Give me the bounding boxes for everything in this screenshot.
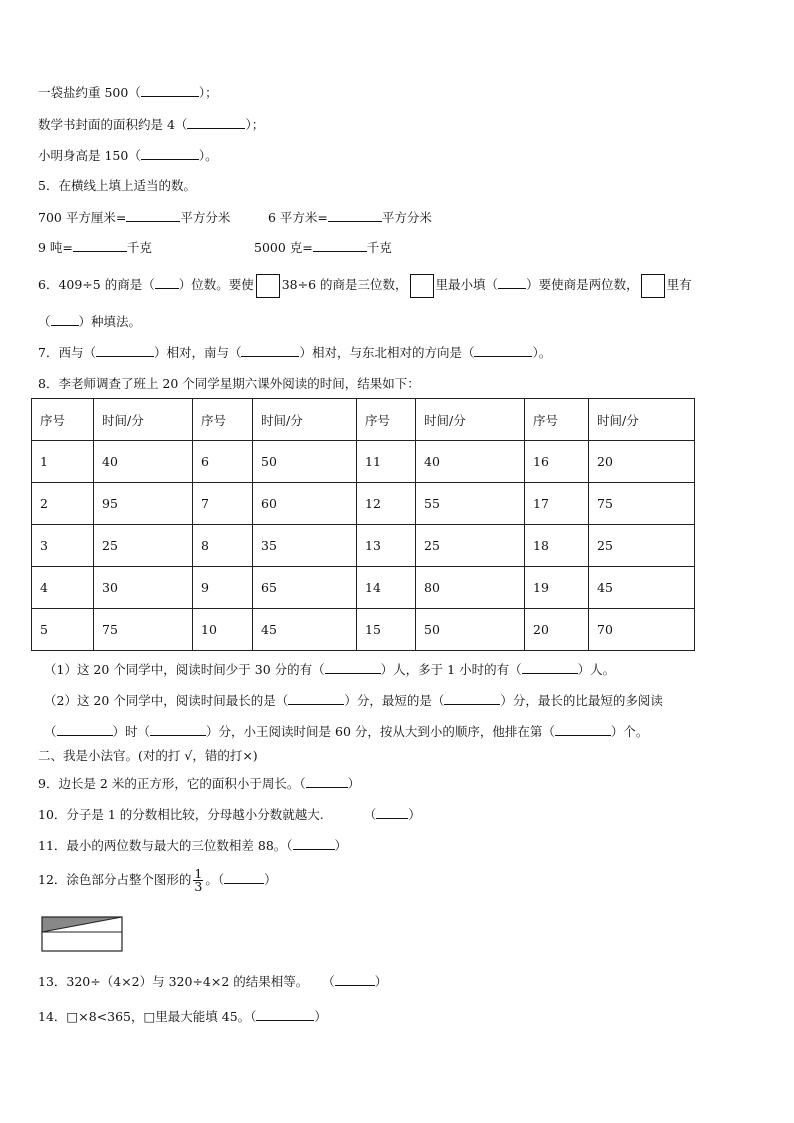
table-cell: 10 <box>193 609 253 651</box>
answer-blank[interactable] <box>335 973 375 986</box>
table-cell: 13 <box>357 525 416 567</box>
text: ） <box>374 974 388 989</box>
text: 平方分米 <box>381 210 432 225</box>
text: 700 平方厘米= <box>38 210 127 225</box>
table-cell: 55 <box>416 483 525 525</box>
text: 小明身高是 150（ <box>38 148 141 163</box>
text: （ <box>44 724 57 739</box>
answer-blank[interactable] <box>256 1008 314 1021</box>
table-cell: 9 <box>193 567 253 609</box>
table-cell: 4 <box>32 567 94 609</box>
text: （ <box>38 314 51 329</box>
table-cell: 30 <box>94 567 193 609</box>
shaded-rectangle-figure <box>41 916 125 954</box>
answer-blank[interactable] <box>328 209 382 222</box>
text: ）人。 <box>577 662 616 677</box>
table-row <box>32 483 695 525</box>
text: 里有 <box>666 277 692 292</box>
answer-blank[interactable] <box>474 344 532 357</box>
fraction-one-third <box>193 868 203 893</box>
q5-row2 <box>38 239 152 256</box>
text: 一袋盐约重 500（ <box>38 85 141 100</box>
table-cell: 50 <box>253 441 357 483</box>
answer-blank[interactable] <box>293 837 335 850</box>
text: ）种填法。 <box>78 314 142 329</box>
table-cell: 45 <box>589 567 695 609</box>
q5-row1b <box>268 209 432 226</box>
text: ） <box>347 776 361 791</box>
table-cell: 15 <box>357 609 416 651</box>
table-cell: 1 <box>32 441 94 483</box>
header-cell: 序号 <box>525 399 589 441</box>
answer-blank[interactable] <box>150 723 206 736</box>
table-cell: 11 <box>357 441 416 483</box>
table-cell: 65 <box>253 567 357 609</box>
text: 6．409÷5 的商是（ <box>38 277 155 292</box>
header-cell: 序号 <box>32 399 94 441</box>
table-cell: 40 <box>416 441 525 483</box>
header-cell: 时间/分 <box>94 399 193 441</box>
header-cell: 序号 <box>193 399 253 441</box>
q5-row2b <box>254 239 392 256</box>
text: （2）这 20 个同学中，阅读时间最长的是（ <box>44 693 289 708</box>
text: ）分，最长的比最短的多阅读 <box>500 693 663 708</box>
text: 9．边长是 2 米的正方形，它的面积小于周长。（ <box>38 776 306 791</box>
text: 千克 <box>366 240 392 255</box>
table-cell: 40 <box>94 441 193 483</box>
question-13 <box>38 973 387 990</box>
answer-blank[interactable] <box>498 276 526 289</box>
text: 10．分子是 1 的分数相比较，分母越小分数就越大. <box>38 807 324 822</box>
table-cell: 14 <box>357 567 416 609</box>
table-cell: 25 <box>589 525 695 567</box>
table-cell: 80 <box>416 567 525 609</box>
text: ）时（ <box>112 724 151 739</box>
text: ）相对，南与（ <box>153 345 242 360</box>
answer-blank[interactable] <box>444 692 500 705</box>
text: ）相对，与东北相对的方向是（ <box>299 345 475 360</box>
text: 平方分米 <box>180 210 231 225</box>
text: 。（ <box>205 872 225 887</box>
answer-blank[interactable] <box>376 806 408 819</box>
question-11 <box>38 837 347 854</box>
table-cell: 95 <box>94 483 193 525</box>
text: ） <box>408 807 421 822</box>
line-height <box>38 147 218 164</box>
table-cell: 18 <box>525 525 589 567</box>
table-cell: 45 <box>253 609 357 651</box>
text: （ <box>322 974 335 989</box>
text: 38÷6 的商是三位数， <box>281 277 408 292</box>
table-cell: 25 <box>94 525 193 567</box>
header-cell: 序号 <box>357 399 416 441</box>
line-salt <box>38 84 218 101</box>
text: ）要使商是两位数， <box>526 277 639 292</box>
answer-blank[interactable] <box>325 661 381 674</box>
question-12 <box>38 868 277 893</box>
text: ）。 <box>532 345 552 360</box>
table-cell: 2 <box>32 483 94 525</box>
answer-blank[interactable] <box>96 344 154 357</box>
text: 里最小填（ <box>435 277 499 292</box>
table-row <box>32 567 695 609</box>
answer-blank[interactable] <box>51 313 79 326</box>
text: 9 吨= <box>38 240 73 255</box>
table-cell: 35 <box>253 525 357 567</box>
answer-blank[interactable] <box>187 116 245 129</box>
text: （1）这 20 个同学中，阅读时间少于 30 分的有（ <box>44 662 325 677</box>
answer-blank[interactable] <box>522 661 578 674</box>
answer-blank[interactable] <box>313 239 367 252</box>
answer-blank[interactable] <box>141 147 199 160</box>
question-10 <box>38 806 421 823</box>
section-2-heading: 二、我是小法官。(对的打 √，错的打×) <box>38 748 258 763</box>
answer-blank[interactable] <box>155 276 179 289</box>
answer-blank[interactable] <box>241 344 299 357</box>
q8-sub2-cont <box>44 723 648 740</box>
answer-blank[interactable] <box>288 692 344 705</box>
answer-blank[interactable] <box>306 775 348 788</box>
table-cell: 19 <box>525 567 589 609</box>
table-cell: 8 <box>193 525 253 567</box>
answer-blank[interactable] <box>126 209 180 222</box>
reading-time-table <box>31 398 695 651</box>
text: 11．最小的两位数与最大的三位数相差 88。（ <box>38 838 293 853</box>
question-6 <box>38 272 692 298</box>
text: ） <box>264 872 277 887</box>
text: 千克 <box>126 240 152 255</box>
text: 数学书封面的面积约是 4（ <box>38 117 188 132</box>
table-cell: 7 <box>193 483 253 525</box>
table-cell: 12 <box>357 483 416 525</box>
table-cell: 20 <box>525 609 589 651</box>
text: 7．西与（ <box>38 345 96 360</box>
line-book <box>38 116 264 133</box>
text: ）分，小王阅读时间是 60 分，按从大到小的顺序，他排在第（ <box>206 724 555 739</box>
header-cell: 时间/分 <box>416 399 525 441</box>
table-cell: 60 <box>253 483 357 525</box>
table-cell: 50 <box>416 609 525 651</box>
table-row <box>32 609 695 651</box>
answer-blank[interactable] <box>224 871 264 884</box>
text: ） <box>314 1009 327 1024</box>
answer-blank[interactable] <box>141 84 199 97</box>
table-cell: 17 <box>525 483 589 525</box>
question-5: 5．在横线上填上适当的数。 <box>38 178 196 193</box>
digit-box[interactable] <box>256 274 280 298</box>
text: ）位数。要使 <box>178 277 254 292</box>
table-row <box>32 441 695 483</box>
q5-row1 <box>38 209 230 226</box>
digit-box[interactable] <box>641 274 665 298</box>
header-cell: 时间/分 <box>253 399 357 441</box>
text: ）； <box>245 117 265 132</box>
question-6-cont <box>38 313 141 330</box>
text: 5000 克= <box>254 240 313 255</box>
q8-sub1 <box>44 661 615 678</box>
table-cell: 20 <box>589 441 695 483</box>
table-cell: 25 <box>416 525 525 567</box>
text: 14．□×8<365，□里最大能填 45。（ <box>38 1009 257 1024</box>
table-cell: 6 <box>193 441 253 483</box>
numerator: 1 <box>194 866 203 881</box>
table-header-row <box>32 399 695 441</box>
table-cell: 75 <box>94 609 193 651</box>
text: ）人，多于 1 小时的有（ <box>380 662 522 677</box>
digit-box[interactable] <box>410 274 434 298</box>
answer-blank[interactable] <box>555 723 611 736</box>
text: ） <box>334 838 348 853</box>
table-cell: 16 <box>525 441 589 483</box>
text: 12．涂色部分占整个图形的 <box>38 872 192 887</box>
table-cell: 75 <box>589 483 695 525</box>
text: ）个。 <box>610 724 649 739</box>
question-14 <box>38 1008 327 1025</box>
text: ）分，最短的是（ <box>344 693 445 708</box>
text: （ <box>363 807 377 822</box>
answer-blank[interactable] <box>57 723 113 736</box>
question-7 <box>38 344 551 361</box>
question-9 <box>38 775 360 792</box>
text: ）； <box>198 85 218 100</box>
q8-sub2 <box>44 692 663 709</box>
header-cell: 时间/分 <box>589 399 695 441</box>
denominator: 3 <box>194 879 203 894</box>
answer-blank[interactable] <box>73 239 127 252</box>
table-row <box>32 525 695 567</box>
question-8: 8．李老师调查了班上 20 个同学星期六课外阅读的时间，结果如下： <box>38 376 420 391</box>
text: 13．320÷（4×2）与 320÷4×2 的结果相等。 <box>38 974 309 989</box>
table-cell: 3 <box>32 525 94 567</box>
text: 6 平方米= <box>268 210 328 225</box>
text: ）。 <box>198 148 218 163</box>
table-cell: 70 <box>589 609 695 651</box>
table-cell: 5 <box>32 609 94 651</box>
